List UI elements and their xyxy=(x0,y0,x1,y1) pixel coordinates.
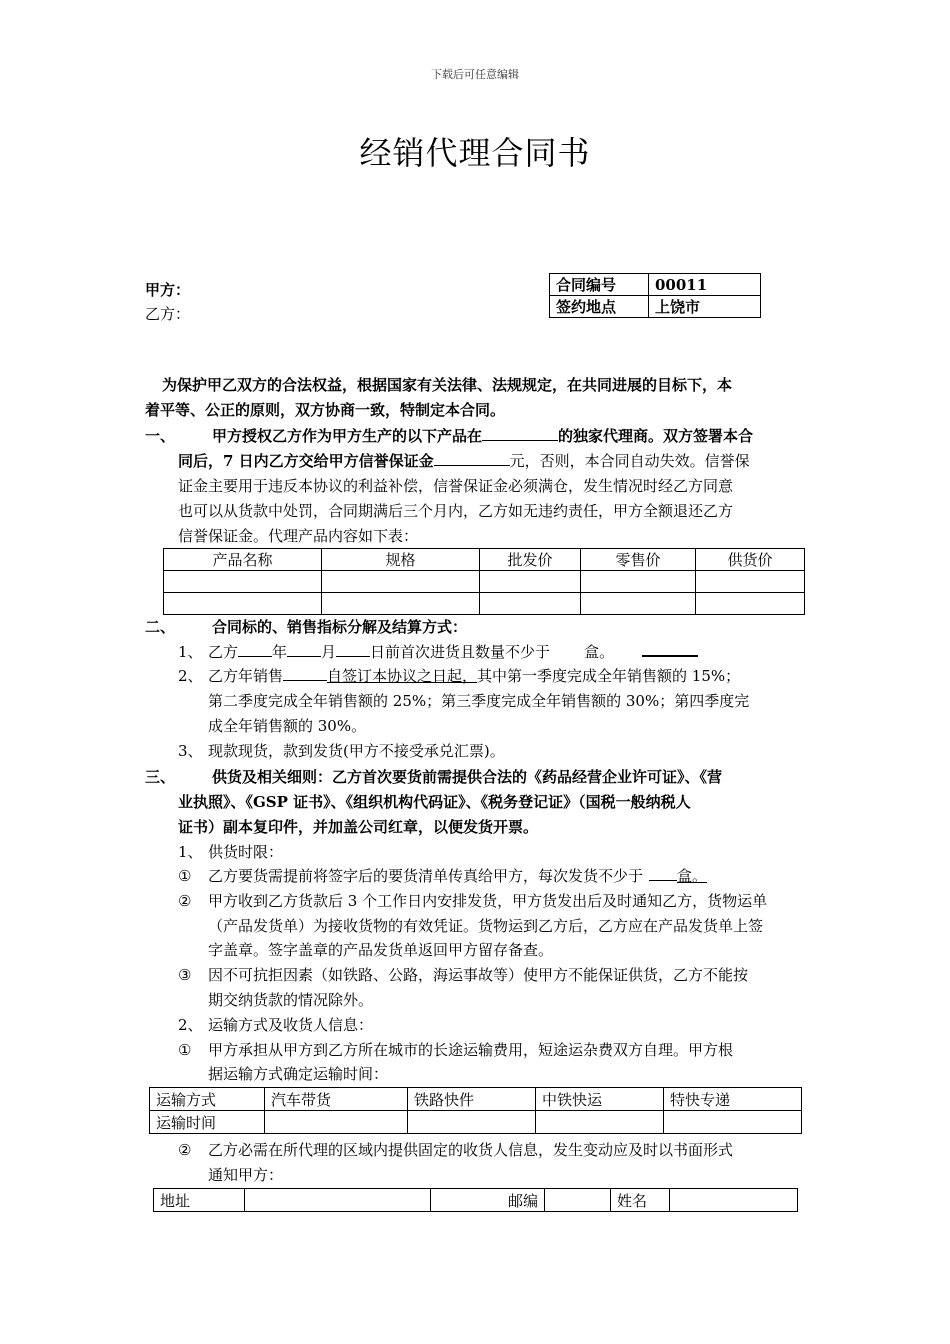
intro-line-1: 为保护甲乙双方的合法权益，根据国家有关法律、法规规定，在共同进展的目标下，本 xyxy=(162,376,733,394)
s2-item-2-line-1: 乙方年销售 自签订本协议之日起，其中第一季度完成全年销售额的 15%； xyxy=(208,667,741,685)
contract-no-value: 00011 xyxy=(649,274,761,296)
s3-d1-line-2: 据运输方式确定运输时间： xyxy=(208,1065,389,1083)
col-product-name: 产品名称 xyxy=(164,549,322,571)
transport-ems: 特快专递 xyxy=(664,1088,802,1111)
product-table xyxy=(163,548,805,615)
s3-c2-line-3: 字盖章。签字盖章的产品发货单返回甲方留存备查。 xyxy=(208,941,554,959)
s2-item-2-line-3: 成全年销售额的 30%。 xyxy=(208,717,367,735)
sign-place-value: 上饶市 xyxy=(649,296,761,318)
section-1-line-3: 证金主要用于违反本协议的利益补偿，信誉保证金必须满仓，发生情况时经乙方同意 xyxy=(178,477,734,495)
section-3-line-1: 供货及相关细则：乙方首次要货前需提供合法的《药品经营企业许可证》、《营 xyxy=(212,768,723,786)
transport-car: 汽车带货 xyxy=(265,1088,408,1111)
section-3-line-3: 证书）副本复印件，并加盖公司红章，以便发货开票。 xyxy=(178,818,539,836)
contract-info-table xyxy=(549,273,761,318)
transport-time-label: 运输时间 xyxy=(150,1111,265,1134)
party-a-label: 甲方： xyxy=(145,281,191,299)
transport-rail-express: 铁路快件 xyxy=(408,1088,536,1111)
address-label: 地址 xyxy=(154,1189,245,1212)
intro-line-2: 着平等、公正的原则，双方协商一致，特制定本合同。 xyxy=(145,401,506,419)
s3-sub-2: 运输方式及收货人信息： xyxy=(208,1016,374,1034)
s3-c1-line: 乙方要货需提前将签字后的要货清单传真给甲方，每次发货不少于 盒。 xyxy=(208,867,708,885)
col-wholesale: 批发价 xyxy=(480,549,581,571)
header-note: 下载后可任意编辑 xyxy=(431,68,519,81)
name-label: 姓名 xyxy=(611,1189,670,1212)
s2-item-2-number: 2、 xyxy=(178,667,203,685)
section-2-number: 二、 xyxy=(145,618,176,636)
transport-method-label: 运输方式 xyxy=(150,1088,265,1111)
s2-item-3-number: 3、 xyxy=(178,742,203,760)
section-1-line-5: 信誉保证金。代理产品内容如下表： xyxy=(178,527,419,545)
s3-d2-marker: ② xyxy=(178,1141,192,1159)
s3-sub-1-number: 1、 xyxy=(178,843,203,861)
section-1-line-1: 甲方授权乙方作为甲方生产的以下产品在 的独家代理商。双方签署本合 xyxy=(212,427,754,445)
party-b-label: 乙方： xyxy=(145,305,191,323)
s3-c2-line-1: 甲方收到乙方货款后 3 个工作日内安排发货，甲方货发出后及时通知乙方，货物运单 xyxy=(208,892,768,910)
section-3-number: 三、 xyxy=(145,768,176,786)
s2-item-2-line-2: 第二季度完成全年销售额的 25%；第三季度完成全年销售额的 30%；第四季度完 xyxy=(208,692,750,710)
s2-item-1-number: 1、 xyxy=(178,643,203,661)
section-3-line-2: 业执照》、《GSP 证书》、《组织机构代码证》、《税务登记证》（国税一般纳税人 xyxy=(178,793,691,811)
table-row xyxy=(164,571,805,593)
table-row xyxy=(164,593,805,615)
address-table xyxy=(153,1188,798,1212)
table-row xyxy=(150,1088,802,1111)
s3-d1-line-1: 甲方承担从甲方到乙方所在城市的长途运输费用，短途运杂费双方自理。甲方根 xyxy=(208,1041,734,1059)
section-1-line-2: 同后，7 日内乙方交给甲方信誉保证金 元，否则，本合同自动失效。信誉保 xyxy=(178,452,750,470)
s3-d2-line-1: 乙方必需在所代理的区域内提供固定的收货人信息，发生变动应及时以书面形式 xyxy=(208,1141,734,1159)
col-retail: 零售价 xyxy=(581,549,696,571)
page-title: 经销代理合同书 xyxy=(359,134,591,172)
s3-d1-marker: ① xyxy=(178,1041,192,1059)
s2-item-1: 乙方 年 月 日前首次进货且数量不少于 盒。 xyxy=(208,640,698,664)
sign-place-label: 签约地点 xyxy=(550,296,649,318)
s3-c2-marker: ② xyxy=(178,892,192,910)
s3-sub-2-number: 2、 xyxy=(178,1016,203,1034)
zip-label: 邮编 xyxy=(431,1189,545,1212)
contract-no-label: 合同编号 xyxy=(550,274,649,296)
col-spec: 规格 xyxy=(322,549,480,571)
col-supply: 供货价 xyxy=(696,549,805,571)
section-1-number: 一、 xyxy=(145,427,176,445)
s2-item-3: 现款现货，款到发货(甲方不接受承兑汇票)。 xyxy=(208,742,505,760)
section-1-line-4: 也可以从货款中处罚，合同期满后三个月内，乙方如无违约责任，甲方全额退还乙方 xyxy=(178,502,734,520)
s3-c3-line-2: 期交纳货款的情况除外。 xyxy=(208,991,374,1009)
s3-c2-line-2: （产品发货单）为接收货物的有效凭证。货物运到乙方后，乙方应在产品发货单上签 xyxy=(208,917,764,935)
table-row xyxy=(150,1111,802,1134)
transport-table xyxy=(149,1087,802,1134)
product-table-header xyxy=(164,549,805,571)
s3-c3-line-1: 因不可抗拒因素（如铁路、公路，海运事故等）使甲方不能保证供货，乙方不能按 xyxy=(208,966,749,984)
s3-sub-1: 供货时限： xyxy=(208,843,284,861)
section-2-heading: 合同标的、销售指标分解及结算方式： xyxy=(212,618,468,636)
s3-c3-marker: ③ xyxy=(178,966,192,984)
s3-c1-marker: ① xyxy=(178,867,192,885)
table-row xyxy=(154,1189,798,1212)
s3-d2-line-2: 通知甲方： xyxy=(208,1166,284,1184)
transport-crh-express: 中铁快运 xyxy=(536,1088,664,1111)
